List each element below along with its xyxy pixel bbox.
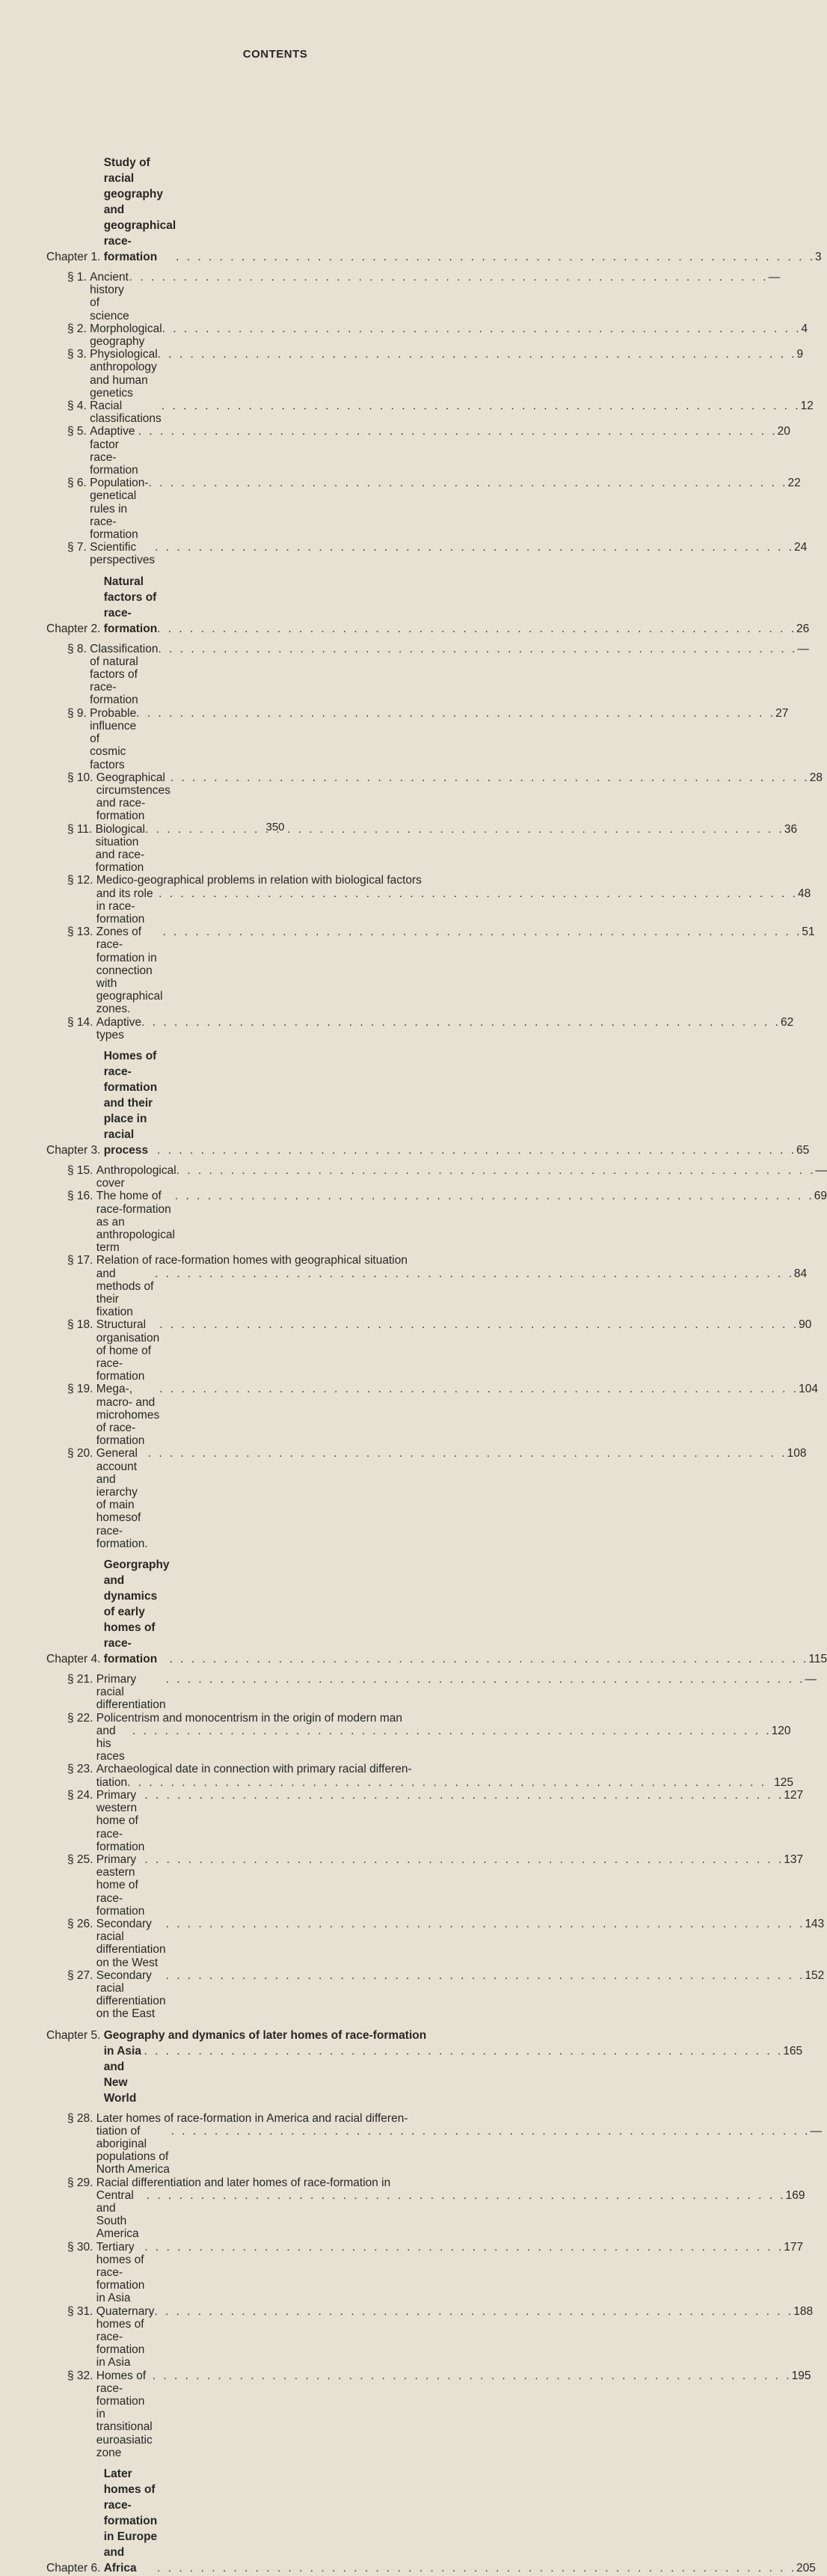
leader-dots (163, 926, 802, 938)
section-number: § 6. (67, 477, 87, 490)
section-title: Scientific perspectives (90, 541, 156, 567)
section-number: § 25. (67, 1853, 93, 1866)
section-page: 62 (780, 1015, 794, 1029)
section-list (46, 1163, 827, 1550)
section-title: Medico-geographical problems in relation with biological factors (96, 874, 422, 887)
section-number: § 7. (67, 541, 87, 554)
section-page: 152 (805, 1968, 825, 1982)
leader-dots (147, 2189, 786, 2241)
leader-dots (176, 1164, 816, 1177)
section-title: Later homes of race-formation in America and racial differen- (96, 2111, 408, 2125)
section-title: Secondary racial differentiation on the East (96, 1968, 166, 2021)
leader-dots (158, 643, 797, 655)
section-number: § 4. (67, 400, 87, 413)
section-title: Anthropological cover (96, 1163, 176, 1190)
section-title: Primary western home of race-formation (96, 1788, 145, 1853)
leader-dots (148, 1447, 787, 1460)
section-entry (46, 2240, 804, 2305)
section-entry (46, 1673, 817, 1712)
section-title: Homes of race-formation in transitional euroasiatic zone (96, 2369, 153, 2459)
section-entry (46, 926, 815, 1016)
section-number: § 10. (67, 771, 93, 784)
section-page: 28 (809, 771, 823, 784)
section-page: — (810, 2124, 822, 2138)
section-entry (46, 348, 804, 400)
section-page: 84 (793, 1267, 808, 1280)
leader-dots (154, 2305, 793, 2318)
section-number: § 8. (67, 642, 87, 655)
section-title: Morphological geography (90, 322, 162, 349)
section-entry (46, 1853, 804, 1918)
leader-dots (166, 1969, 805, 1982)
chapter-3 (46, 1048, 810, 1158)
section-title: General account and ierarchy of main homesof race-formation. (96, 1447, 148, 1550)
section-entry (46, 1447, 807, 1550)
leader-dots (159, 887, 798, 926)
section-entry (46, 706, 789, 771)
chapter-page: 65 (796, 1143, 810, 1157)
section-number: § 21. (67, 1673, 93, 1686)
leader-dots (144, 2241, 784, 2254)
chapter-label: Chapter 3. (46, 1143, 101, 1157)
section-page: 36 (784, 822, 798, 836)
section-title: Primary racial differentiation (96, 1673, 166, 1712)
section-page: — (797, 642, 809, 655)
chapter-page: 205 (796, 2562, 816, 2575)
section-page: 27 (775, 706, 789, 720)
leader-dots (144, 2043, 783, 2106)
leader-dots (175, 1190, 814, 1202)
leader-dots (159, 1318, 799, 1331)
section-title-continued: and methods of their fixation (96, 1267, 154, 1319)
leader-dots (141, 1016, 781, 1029)
leader-dots (127, 1776, 766, 1789)
section-entry (46, 874, 811, 926)
chapter-title: Geography and dymanics of later homes of race-formation (103, 2028, 427, 2042)
section-title: Primary eastern home of race-formation (96, 1853, 145, 1918)
chapter-5 (46, 2028, 803, 2106)
chapter-2 (46, 574, 810, 637)
section-page: 90 (799, 1318, 812, 1332)
section-page: 195 (791, 2369, 811, 2382)
section-title: Quaternary homes of race-formation in Asia (96, 2304, 155, 2370)
section-page: 9 (796, 348, 804, 361)
section-entry (46, 477, 801, 542)
section-title-continued: tiation of aboriginal populations of North America (96, 2124, 170, 2176)
leader-dots (170, 771, 810, 784)
section-page: 22 (787, 477, 801, 490)
section-page: 125 (774, 1775, 794, 1789)
section-entry (46, 2111, 822, 2176)
leader-dots (162, 322, 802, 335)
section-page: 48 (798, 887, 811, 900)
section-page: 127 (784, 1788, 804, 1802)
section-page: 12 (800, 400, 814, 413)
leader-dots (159, 1383, 799, 1395)
section-list (46, 2111, 822, 2459)
section-number: § 27. (67, 1968, 93, 1982)
chapter-page: 115 (808, 1653, 827, 1666)
section-title: Probable influence of cosmic factors (90, 706, 137, 771)
section-title-continued: and its role in race-formation (96, 887, 153, 926)
leader-dots (171, 2125, 811, 2176)
section-entry (46, 2369, 811, 2459)
section-number: § 16. (67, 1190, 93, 1203)
section-title: Adaptive types (96, 1015, 142, 1041)
section-entry (46, 1015, 794, 1041)
section-number: § 14. (67, 1015, 93, 1029)
section-title: Mega-, macro- and microhomes of race-formation (96, 1383, 160, 1448)
chapter-6 (46, 2466, 816, 2576)
section-title: Geographical circumstences and race-formation (96, 771, 170, 823)
leader-dots (136, 707, 775, 720)
section-page: — (768, 271, 781, 284)
section-title: Secondary racial differentiation on the West (96, 1917, 166, 1969)
leader-dots (157, 2560, 796, 2576)
section-title: Structural organisation of home of race-formation (96, 1318, 160, 1383)
table-of-contents (46, 155, 827, 2576)
section-page: 177 (784, 2240, 804, 2254)
section-entry (46, 2176, 805, 2241)
section-title: Policentrism and monocentrism in the origin of modern man (96, 1711, 403, 1725)
leader-dots (162, 400, 801, 412)
section-number: § 20. (67, 1447, 93, 1460)
section-number: § 28. (67, 2111, 93, 2125)
section-entry (46, 425, 790, 477)
section-page: 20 (777, 425, 790, 438)
chapter-page: 26 (796, 622, 810, 635)
section-page: 137 (784, 1853, 804, 1866)
section-title-continued: and his races (96, 1724, 125, 1763)
section-number: § 18. (67, 1318, 93, 1332)
chapter-title: Natural factors of race-formation (103, 575, 158, 635)
section-entry (46, 1788, 804, 1853)
section-page: 120 (771, 1724, 791, 1737)
leader-dots (149, 477, 788, 489)
section-page: 143 (805, 1917, 825, 1930)
section-number: § 24. (67, 1788, 93, 1802)
leader-dots (157, 1142, 796, 1158)
section-entry (46, 771, 823, 823)
leader-dots (155, 541, 794, 554)
section-number: § 19. (67, 1383, 93, 1396)
section-title: Biological situation and race-formation (95, 822, 145, 875)
chapter-1 (46, 155, 822, 265)
leader-dots (155, 1267, 794, 1319)
chapter-label: Chapter 2. (46, 622, 101, 635)
section-number: § 22. (67, 1711, 93, 1725)
section-list (46, 1673, 825, 2021)
section-number: § 2. (67, 322, 87, 335)
chapter-label: Chapter 5. (46, 2028, 101, 2042)
section-number: § 15. (67, 1163, 93, 1177)
leader-dots (158, 348, 797, 361)
section-title-continued: tiation (96, 1775, 128, 1789)
chapter-label: Chapter 6. (46, 2562, 101, 2575)
section-number: § 13. (67, 926, 93, 939)
section-page: 188 (793, 2304, 814, 2318)
section-number: § 23. (67, 1763, 93, 1776)
section-title: Racial differentiation and later homes of race-formation in (96, 2176, 391, 2189)
section-title: The home of race-formation as an anthropological term (96, 1190, 175, 1255)
section-title: Ancient history of science (90, 271, 129, 322)
section-title: Relation of race-formation homes with geographical situation (96, 1254, 408, 1267)
section-number: § 5. (67, 425, 87, 438)
section-entry (46, 1711, 791, 1763)
section-page: — (805, 1673, 817, 1686)
section-entry (46, 1917, 825, 1969)
chapter-page: 165 (783, 2044, 803, 2058)
section-title: Physiological anthropology and human genetics (90, 348, 158, 400)
section-entry (46, 642, 809, 707)
leader-dots (129, 271, 769, 284)
leader-dots (170, 1651, 809, 1667)
section-title: Archaeological date in connection with primary racial differen- (96, 1763, 412, 1776)
section-number: § 26. (67, 1917, 93, 1930)
section-entry (46, 1968, 825, 2021)
section-number: § 3. (67, 348, 87, 361)
section-title: Zones of race-formation in connection with geographical zones. (96, 926, 163, 1016)
section-entry (46, 2304, 814, 2370)
section-page: 104 (799, 1383, 818, 1396)
section-number: § 12. (67, 874, 93, 887)
chapter-title: Study of racial geography and geographical race-formation (103, 156, 176, 263)
section-number: § 17. (67, 1254, 93, 1267)
section-entry (46, 1763, 794, 1789)
section-entry (46, 400, 814, 426)
leader-dots (138, 425, 778, 438)
chapter-label: Chapter 1. (46, 251, 101, 263)
leader-dots (166, 1918, 805, 1930)
section-title: Tertiary homes of race-formation in Asia (96, 2240, 145, 2305)
section-number: § 31. (67, 2304, 93, 2318)
chapter-4 (46, 1557, 827, 1667)
leader-dots (144, 1789, 784, 1802)
chapter-title-continued: in Asia and New World (103, 2044, 141, 2105)
chapter-label: Chapter 4. (46, 1653, 101, 1666)
leader-dots (166, 1673, 805, 1686)
section-page: 108 (787, 1447, 807, 1460)
section-entry (46, 541, 808, 567)
leader-dots (157, 621, 796, 637)
section-title: Racial classifications (90, 400, 162, 426)
section-entry (46, 1383, 818, 1448)
chapter-page: 3 (815, 251, 822, 263)
chapter-title: Georgraphy and dynamics of early homes of race-formation (103, 1558, 170, 1666)
section-number: § 29. (67, 2176, 93, 2189)
section-title: Population-genetical rules in race-formation (90, 477, 149, 542)
section-number: § 9. (67, 706, 87, 720)
section-page: 4 (801, 322, 808, 335)
section-number: § 32. (67, 2369, 93, 2382)
section-page: — (815, 1163, 827, 1177)
section-title-continued: Central and South America (96, 2188, 139, 2241)
page-number: 350 (265, 821, 285, 833)
section-title: Adaptive factor race-formation (90, 425, 138, 477)
section-page: 51 (802, 926, 815, 939)
section-entry (46, 1190, 827, 1255)
leader-dots (144, 1853, 784, 1866)
section-entry (46, 1163, 827, 1190)
section-list (46, 642, 823, 1041)
section-list (46, 271, 814, 567)
leader-dots (176, 249, 815, 265)
section-number: § 11. (67, 822, 93, 836)
section-page: 169 (785, 2188, 805, 2202)
section-entry (46, 1254, 808, 1319)
section-page: 69 (814, 1190, 827, 1203)
section-page: 24 (794, 541, 808, 554)
section-entry (46, 322, 808, 349)
section-entry (46, 1318, 812, 1383)
leader-dots (132, 1725, 772, 1763)
section-title: Classification of natural factors of race-formation (90, 642, 159, 707)
leader-dots (153, 2370, 792, 2382)
page-title: CONTENTS (242, 48, 308, 61)
section-entry (46, 271, 781, 322)
chapter-title: Homes of race-formation and their place in racial process (103, 1049, 158, 1157)
section-number: § 30. (67, 2240, 93, 2254)
section-number: § 1. (67, 271, 87, 284)
chapter-title: Later homes of race-formation in Europe and Africa (103, 2468, 158, 2575)
